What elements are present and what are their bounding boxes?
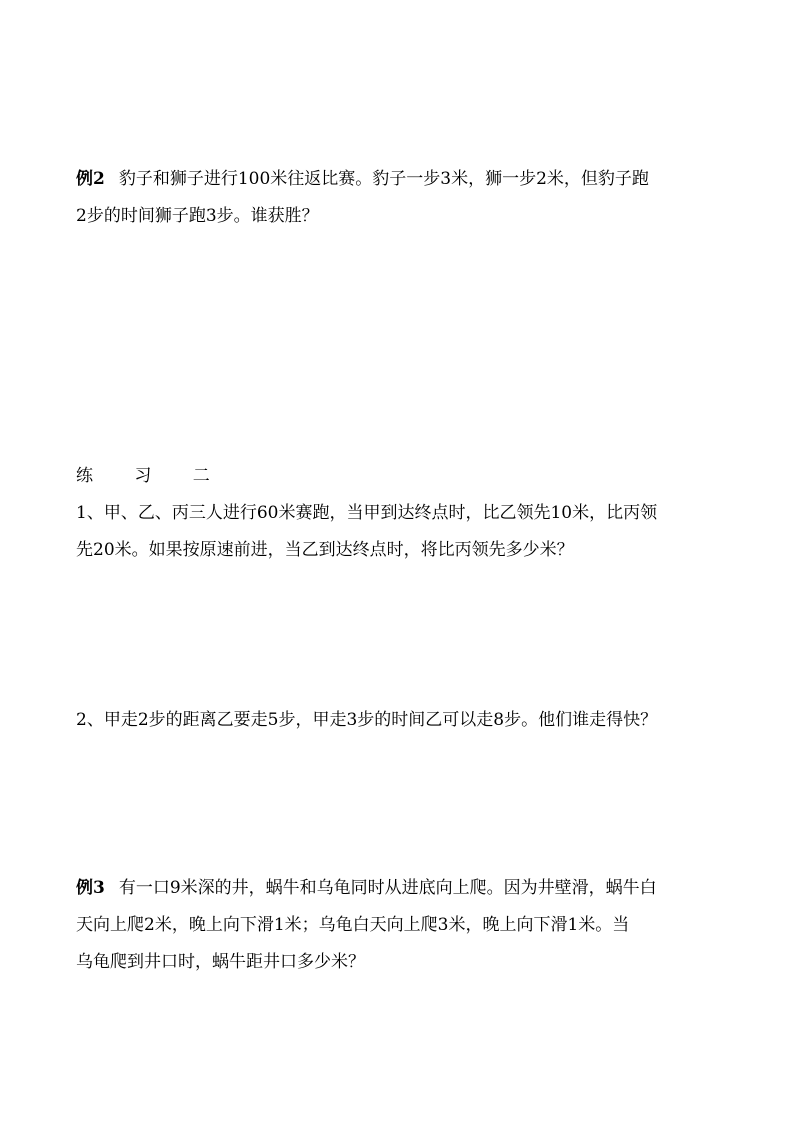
example-2-line-1 <box>76 161 726 198</box>
problem-2-line-1: 2、甲走2步的距离乙要走5步，甲走3步的时间乙可以走8步。他们谁走得快？ <box>76 710 658 730</box>
example-2-text-1: 豹子和狮子进行100米往返比赛。豹子一步3米，狮一步2米，但豹子跑 <box>118 169 649 189</box>
example-3-label: 例3 <box>76 878 105 898</box>
problem-1-line-1: 1、甲、乙、丙三人进行60米赛跑，当甲到达终点时，比乙领先10米，比丙领 <box>76 503 658 523</box>
practice-problem-2 <box>76 702 726 739</box>
example-2-line-2: 2步的时间狮子跑3步。谁获胜？ <box>76 206 319 226</box>
example-3-line-2: 天向上爬2米，晚上向下滑1米；乌龟白天向上爬3米，晚上向下滑1米。当 <box>76 915 630 935</box>
example-3-line-3: 乌龟爬到井口时，蜗牛距井口多少米？ <box>76 952 365 972</box>
example-3-text-1: 有一口9米深的井，蜗牛和乌龟同时从进底向上爬。因为井壁滑，蜗牛白 <box>118 878 657 898</box>
example-3-line-1 <box>76 870 726 907</box>
example-3 <box>76 870 726 981</box>
example-2-label: 例2 <box>76 169 105 189</box>
practice-problem-1 <box>76 495 726 569</box>
practice-heading: 练 习 二 <box>76 466 228 486</box>
problem-1-line-2: 先20米。如果按原速前进，当乙到达终点时，将比丙领先多少米？ <box>76 540 574 560</box>
example-2 <box>76 161 726 235</box>
